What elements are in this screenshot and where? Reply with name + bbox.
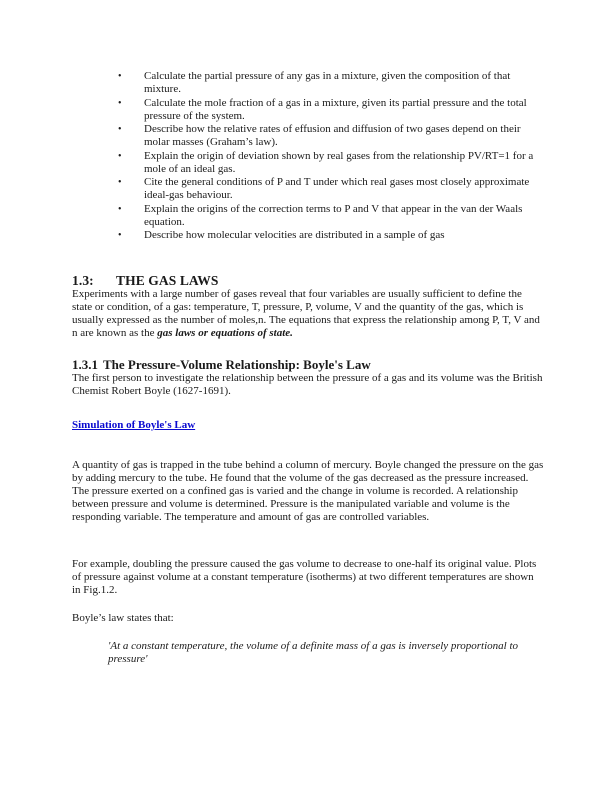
objective-item [108,176,548,202]
objective-item [108,97,548,123]
simulation-link[interactable]: Simulation of Boyle's Law [72,419,196,431]
bullet-icon: • [118,124,122,135]
example-paragraph: For example, doubling the pressure caused the gas volume to decrease to one-half its original value. Plots of pressure against volume at a constant temperature (isotherms) at two different temperatures are shown in Fig.1.2. [72,558,537,596]
bullet-icon: • [118,71,122,82]
subsection-number: 1.3.1 [72,357,98,372]
objective-text: Describe how the relative rates of effusion and diffusion of two gases depend on their molar masses (Graham’s law). [144,123,521,148]
bullet-icon: • [118,177,122,188]
section-boyles-law [72,357,544,398]
law-intro-row [72,612,544,625]
section-body [72,288,544,340]
section-number: 1.3: [72,273,94,288]
objective-item [108,203,548,229]
objective-item [108,229,548,242]
learning-objectives-list [108,70,548,243]
objective-item [108,70,548,96]
intro-paragraph: The first person to investigate the relationship between the pressure of a gas and its volume was the British Chemist Robert Boyle (1627-1691). [72,372,543,397]
subsection-heading [72,357,544,372]
bullet-icon: • [118,230,122,241]
bullet-icon: • [118,203,122,215]
objective-text: Cite the general conditions of P and T under which real gases most closely approximate ideal-gas behaviour. [144,176,530,201]
simulation-link-row [72,415,544,433]
objective-item [108,123,548,149]
section-heading [72,273,544,288]
bullet-icon: • [118,97,122,109]
experiment-paragraph: A quantity of gas is trapped in the tube behind a column of mercury. Boyle changed the pressure on the gas by adding mercury to the tube. He found that the volume of the gas decreased as the pressure increased. The pressure exerted on a confined gas is varied and the change in volume is recorded. A relationship between pressure and volume is determined. Pressure is the manipulated variable and volume is the responding variable. The temperature and amount of gas are controlled variables. [72,459,544,523]
paragraph-experiment [72,459,544,524]
bullet-icon: • [118,150,122,162]
objective-text: Explain the origins of the correction terms to P and V that appear in the van der Waals equation. [144,202,523,228]
objective-text: Calculate the mole fraction of a gas in a mixture, given its partial pressure and the total pressure of the system. [144,96,527,122]
body-text: Experiments with a large number of gases reveal that four variables are usually sufficient to define the state or condition, of a gas: temperature, T, pressure, P, volume, V and the quantity of the gas, which is usually expressed as the number of moles,n. The equations that express the relationship among P, T, V and n are known as the [72,288,540,339]
subsection-title: The Pressure-Volume Relationship: Boyle's Law [103,357,371,372]
objective-text: Calculate the partial pressure of any gas in a mixture, given the composition of that mixture. [144,70,511,95]
objective-item [108,150,548,176]
emphasis-text: gas laws or equations of state. [157,327,293,339]
section-title: THE GAS LAWS [116,273,219,288]
objective-text: Explain the origin of deviation shown by real gases from the relationship PV/RT=1 for a mole of an ideal gas. [144,149,534,175]
paragraph-example [72,558,544,597]
law-intro: Boyle’s law states that: [72,612,174,624]
objective-text: Describe how molecular velocities are distributed in a sample of gas [144,229,445,241]
boyles-law-statement: 'At a constant temperature, the volume of a definite mass of a gas is inversely proportional to pressure' [108,640,519,665]
section-gas-laws [72,273,544,340]
